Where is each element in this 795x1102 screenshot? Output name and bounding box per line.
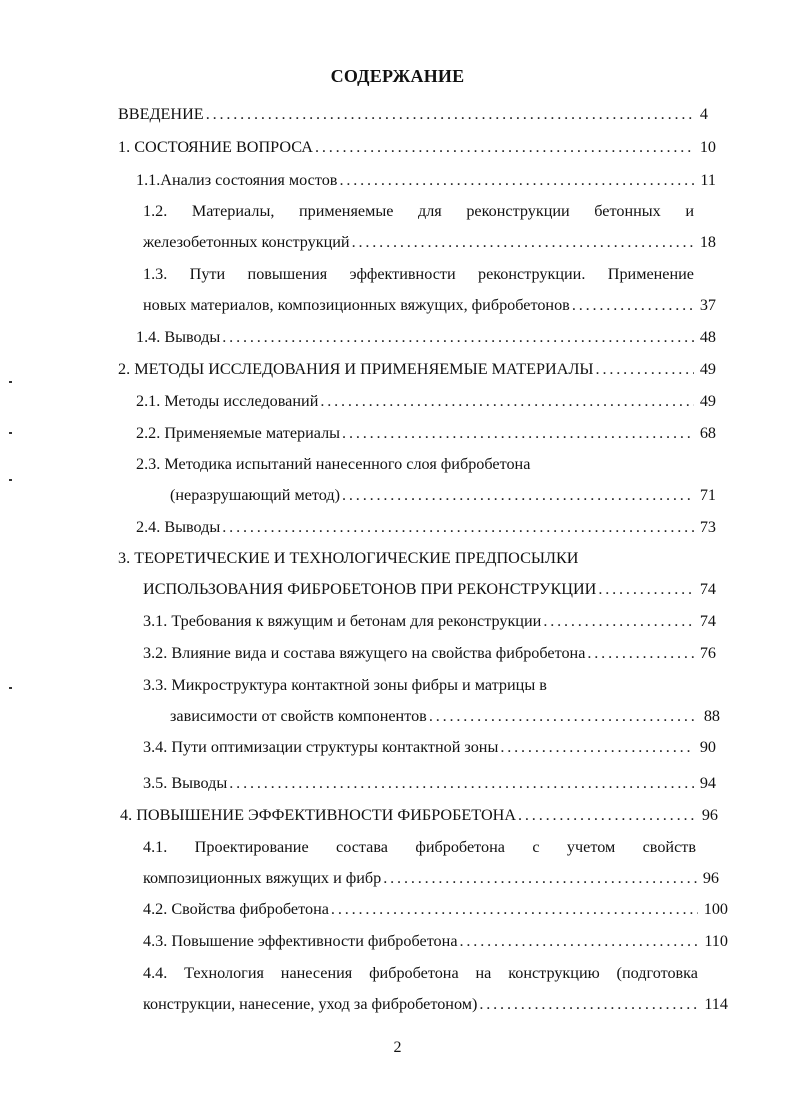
toc-dot-leader <box>222 327 694 347</box>
toc-entry-title: 2.2. Применяемые материалы <box>136 424 341 442</box>
toc-entry-page: 4 <box>699 105 708 123</box>
toc-dot-leader <box>339 170 694 190</box>
toc-entry-page: 18 <box>699 233 716 251</box>
toc-entry-3-2[interactable] <box>143 643 716 663</box>
toc-entry-title: 3.5. Выводы <box>143 774 228 792</box>
toc-entry-chapter-3-line2[interactable] <box>143 579 716 599</box>
scan-mark <box>9 687 12 689</box>
toc-entry-1-2-line1[interactable]: 1.2. Материалы, применяемые для реконструкции бетонных и <box>143 202 694 220</box>
toc-dot-leader <box>222 517 694 537</box>
toc-entry-chapter-1[interactable] <box>118 137 716 157</box>
toc-entry-title: 2.1. Методы исследований <box>136 392 319 410</box>
toc-entry-page: 37 <box>699 296 716 314</box>
toc-entry-3-3-line2[interactable] <box>170 706 720 726</box>
toc-dot-leader <box>572 295 694 315</box>
toc-entry-page: 94 <box>699 774 716 792</box>
toc-entry-page: 68 <box>699 424 716 442</box>
scan-mark <box>9 432 12 434</box>
toc-entry-title: зависимости от свойств компонентов <box>170 707 427 725</box>
toc-entry-chapter-3-line1[interactable]: 3. ТЕОРЕТИЧЕСКИЕ И ТЕХНОЛОГИЧЕСКИЕ ПРЕДПОСЫЛКИ <box>118 549 579 567</box>
toc-entry-1-3-line1[interactable]: 1.3. Пути повышения эффективности реконструкции. Применение <box>143 265 694 283</box>
toc-entry-2-4[interactable] <box>136 517 716 537</box>
toc-entry-1-3-line2[interactable] <box>143 295 716 315</box>
toc-entry-title: 3.1. Требования к вяжущим и бетонам для реконструкции <box>143 612 542 630</box>
page-title: СОДЕРЖАНИЕ <box>330 66 465 86</box>
toc-dot-leader <box>352 232 694 252</box>
toc-entry-3-1[interactable] <box>143 611 716 631</box>
toc-entry-page: 73 <box>699 518 716 536</box>
toc-dot-leader <box>429 706 698 726</box>
toc-entry-4-1-line2[interactable] <box>143 868 719 888</box>
toc-dot-leader <box>460 931 699 951</box>
toc-entry-page: 49 <box>699 392 716 410</box>
toc-dot-leader <box>598 579 693 599</box>
toc-entry-title: новых материалов, композиционных вяжущих, фибробетонов <box>143 296 570 314</box>
page-number: 2 <box>393 1039 402 1056</box>
toc-entry-title: 1. СОСТОЯНИЕ ВОПРОСА <box>118 138 313 156</box>
toc-entry-3-5[interactable] <box>143 773 716 793</box>
toc-entry-4-4-line2[interactable] <box>143 994 728 1014</box>
toc-entry-page: 90 <box>699 738 716 756</box>
toc-entry-4-2[interactable] <box>143 899 728 919</box>
toc-entry-title: железобетонных конструкций <box>143 233 350 251</box>
toc-entry-title: ИСПОЛЬЗОВАНИЯ ФИБРОБЕТОНОВ ПРИ РЕКОНСТРУКЦИИ <box>143 580 597 598</box>
toc-entry-introduction[interactable] <box>118 104 708 124</box>
toc-dot-leader <box>543 611 694 631</box>
toc-entry-2-3-line1[interactable]: 2.3. Методика испытаний нанесенного слоя фибробетона <box>136 455 531 473</box>
toc-entry-title: 1.4. Выводы <box>136 328 221 346</box>
toc-entry-1-4[interactable] <box>136 327 716 347</box>
toc-entry-page: 74 <box>699 580 716 598</box>
toc-entry-page: 10 <box>699 138 716 156</box>
toc-dot-leader <box>479 994 698 1014</box>
toc-entry-title: 4.2. Свойства фибробетона <box>143 900 329 918</box>
toc-entry-title: 4.3. Повышение эффективности фибробетона <box>143 932 458 950</box>
toc-dot-leader <box>331 899 698 919</box>
scan-mark <box>9 479 12 481</box>
toc-entry-page: 96 <box>702 869 719 887</box>
toc-entry-page: 48 <box>699 328 716 346</box>
toc-entry-1-1[interactable] <box>136 170 716 190</box>
toc-entry-page: 76 <box>699 644 716 662</box>
toc-entry-2-2[interactable] <box>136 423 716 443</box>
toc-entry-3-4[interactable] <box>143 737 716 757</box>
toc-entry-title: 1.1.Анализ состояния мостов <box>136 171 338 189</box>
toc-entry-title: конструкции, нанесение, уход за фибробетоном) <box>143 995 478 1013</box>
toc-dot-leader <box>596 359 694 379</box>
toc-dot-leader <box>518 805 696 825</box>
toc-dot-leader <box>342 485 694 505</box>
toc-entry-page: 110 <box>704 932 728 950</box>
toc-entry-page: 71 <box>699 486 716 504</box>
toc-dot-leader <box>587 643 693 663</box>
toc-dot-leader <box>229 773 694 793</box>
toc-entry-2-1[interactable] <box>136 391 716 411</box>
toc-entry-title: ВВЕДЕНИЕ <box>118 105 204 123</box>
toc-entry-3-3-line1[interactable]: 3.3. Микроструктура контактной зоны фибры и матрицы в <box>143 676 547 694</box>
toc-entry-4-4-line1[interactable]: 4.4. Технология нанесения фибробетона на конструкцию (подготовка <box>143 964 698 982</box>
toc-entry-title: 3.4. Пути оптимизации структуры контактной зоны <box>143 738 499 756</box>
toc-entry-title: 3.2. Влияние вида и состава вяжущего на свойства фибробетона <box>143 644 586 662</box>
toc-dot-leader <box>320 391 693 411</box>
toc-entry-page: 49 <box>699 360 716 378</box>
toc-dot-leader <box>383 868 697 888</box>
toc-entry-page: 74 <box>699 612 716 630</box>
toc-entry-page: 100 <box>703 900 728 918</box>
toc-entry-4-1-line1[interactable]: 4.1. Проектирование состава фибробетона с учетом свойств <box>143 838 696 856</box>
toc-dot-leader <box>342 423 694 443</box>
toc-entry-page: 96 <box>701 806 718 824</box>
toc-entry-chapter-4[interactable] <box>120 805 718 825</box>
toc-entry-4-3[interactable] <box>143 931 728 951</box>
toc-entry-title: 4. ПОВЫШЕНИЕ ЭФФЕКТИВНОСТИ ФИБРОБЕТОНА <box>120 806 517 824</box>
toc-dot-leader <box>500 737 693 757</box>
scan-mark <box>9 381 12 383</box>
toc-entry-2-3-line2[interactable] <box>170 485 716 505</box>
toc-entry-chapter-2[interactable] <box>118 359 716 379</box>
toc-dot-leader <box>206 104 694 124</box>
toc-entry-page: 88 <box>703 707 720 725</box>
toc-entry-title: композиционных вяжущих и фибр <box>143 869 382 887</box>
toc-entry-title: 2.4. Выводы <box>136 518 221 536</box>
toc-entry-page: 11 <box>700 171 716 189</box>
toc-entry-1-2-line2[interactable] <box>143 232 716 252</box>
toc-entry-title: 2. МЕТОДЫ ИССЛЕДОВАНИЯ И ПРИМЕНЯЕМЫЕ МАТЕРИАЛЫ <box>118 360 594 378</box>
toc-entry-title: (неразрушающий метод) <box>170 486 341 504</box>
toc-entry-page: 114 <box>704 995 728 1013</box>
toc-dot-leader <box>315 137 694 157</box>
